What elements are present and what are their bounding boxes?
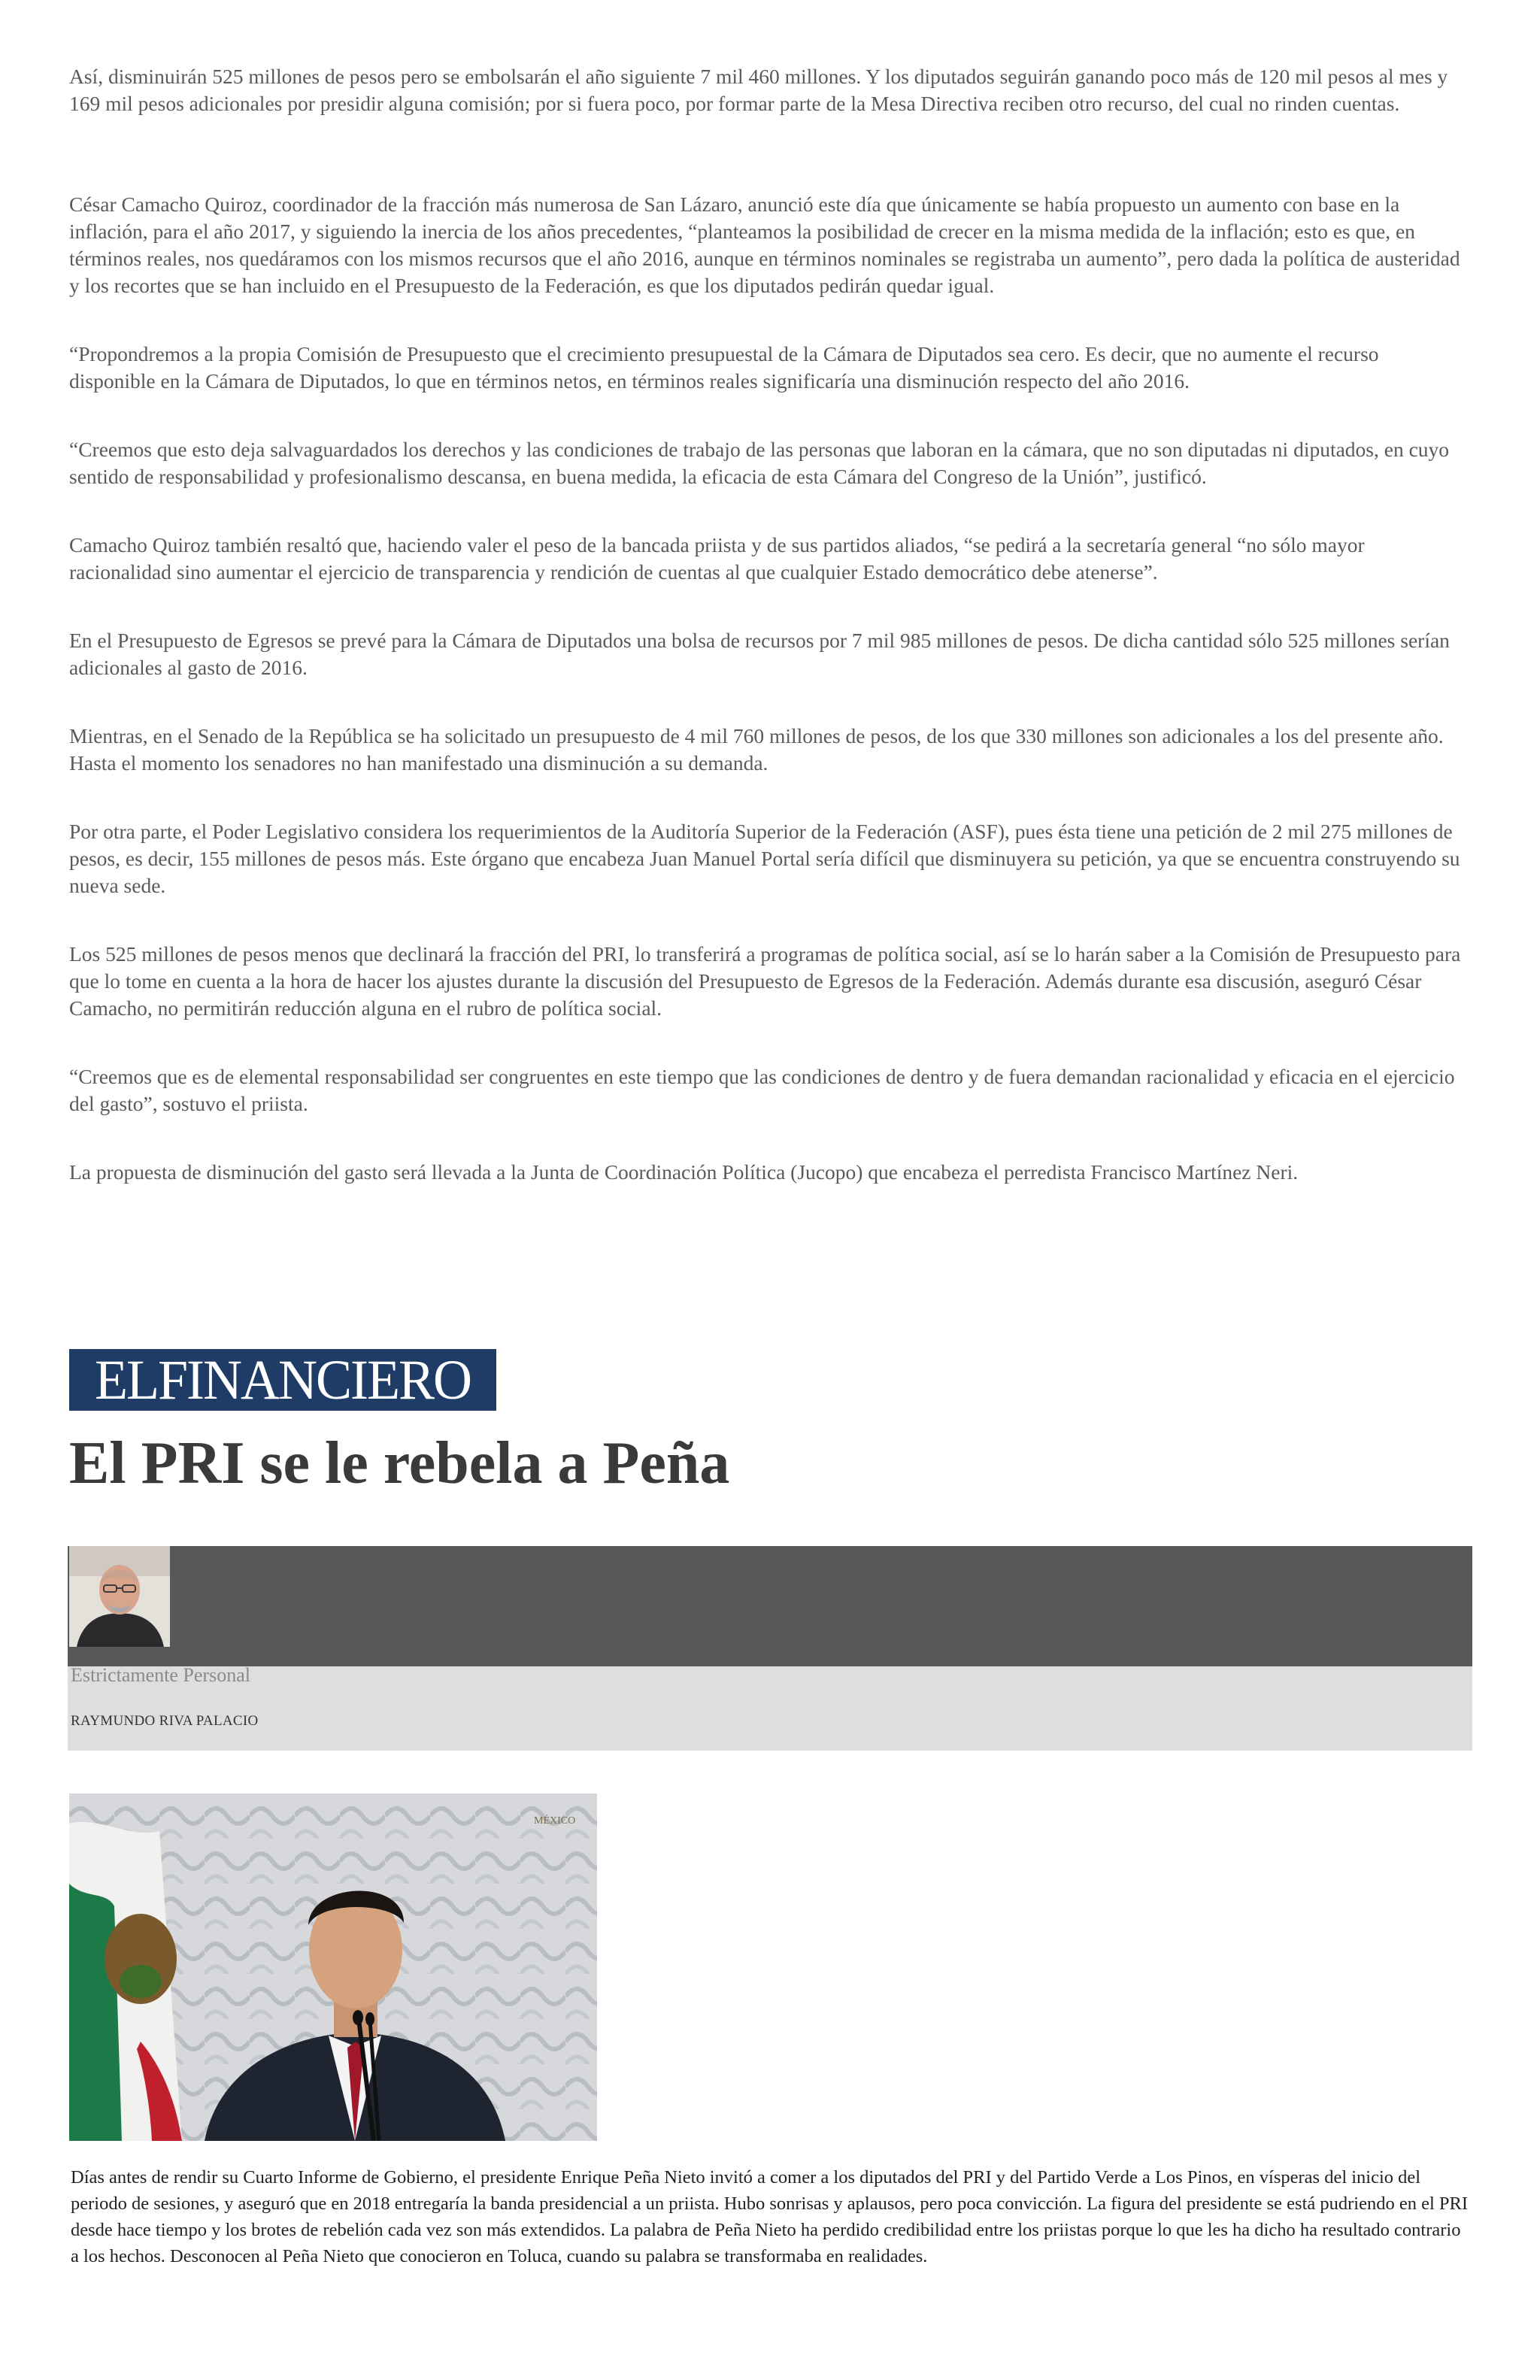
paragraph: “Propondremos a la propia Comisión de Presupuesto que el crecimiento presupuestal de la Cámara de Diputados sea cero. Es decir, que no aumente el recurso disponible en la Cámara de Diputados, lo que en términos netos, en términos reales significaría una disminución respecto del año 2016. [69, 342, 1379, 393]
headline: El PRI se le rebela a Peña [69, 1430, 730, 1496]
paragraph: Así, disminuirán 525 millones de pesos pero se embolsarán el año siguiente 7 mil 460 millones. Y los diputados seguirán ganando poco más de 120 mil pesos al mes y 169 mil pesos adicionales por presidir alguna comisión; por si fuera poco, por formar parte de la Mesa Directiva reciben otro recurso, del cual no rinden cuentas. [69, 65, 1448, 115]
author-portrait-icon [69, 1546, 170, 1647]
watermark-text: MÉXICO [534, 1815, 576, 1827]
article-body [69, 63, 1468, 1186]
lead-paragraph: Días antes de rendir su Cuarto Informe de Gobierno, el presidente Enrique Peña Nieto invitó a comer a los diputados del PRI y del Partido Verde a Los Pinos, en vísperas del inicio del periodo de sesiones, y aseguró que en 2018 entregaría la banda presidencial a un priista. Hubo sonrisas y aplausos, pero poca convicción. La figura del presidente se está pudriendo en el PRI desde hace tiempo y los brotes de rebelión cada vez son más extendidos. La palabra de Peña Nieto ha perdido credibilidad entre los priistas porque lo que les ha dicho ha resultado contrario a los hechos. Desconocen al Peña Nieto que conocieron en Toluca, cuando su palabra se transformaba en realidades. [71, 2167, 1469, 2266]
masthead-text: ELFINANCIERO [95, 1348, 471, 1411]
paragraph: César Camacho Quiroz, coordinador de la fracción más numerosa de San Lázaro, anunció este día que únicamente se había propuesto un aumento con base en la inflación, para el año 2017, y siguiendo la inercia de los años precedentes, “planteamos la posibilidad de crecer en la misma medida de la inflación; esto es que, en términos reales, nos quedáramos con los mismos recursos que el año 2016, aunque en términos nominales se registraba un aumento”, pero dada la política de austeridad y los recortes que se han incluido en el Presupuesto de la Federación, es que los diputados pedirán quedar igual. [69, 193, 1460, 297]
paragraph: La propuesta de disminución del gasto será llevada a la Junta de Coordinación Política (Jucopo) que encabeza el perredista Francisco Martínez Neri. [69, 1160, 1299, 1184]
paragraph: “Creemos que esto deja salvaguardados los derechos y las condiciones de trabajo de las personas que laboran en la cámara, que no son diputadas ni diputados, en cuyo sentido de responsabilidad y profesionalismo descansa, en buena medida, la eficacia de esta Cámara del Congreso de la Unión”, justificó. [69, 438, 1450, 488]
el-financiero-logo [69, 1349, 496, 1411]
paragraph: “Creemos que es de elemental responsabilidad ser congruentes en este tiempo que las condiciones de dentro y de fuera demandan racionalidad y eficacia en el ejercicio del gasto”, sostuvo el priista. [69, 1065, 1455, 1115]
column-name: Estrictamente Personal [71, 1664, 250, 1686]
paragraph: En el Presupuesto de Egresos se prevé para la Cámara de Diputados una bolsa de recursos por 7 mil 985 millones de pesos. De dicha cantidad sólo 525 millones serían adicionales al gasto de 2016. [69, 629, 1450, 679]
author-meta-panel [68, 1666, 1472, 1751]
author-name: RAYMUNDO RIVA PALACIO [71, 1713, 259, 1729]
paragraph: Los 525 millones de pesos menos que declinará la fracción del PRI, lo transferirá a programas de política social, así se lo harán saber a la Comisión de Presupuesto para que lo tome en cuenta a la hora de hacer los ajustes durante la discusión del Presupuesto de Egresos de la Federación. Además durante esa discusión, aseguró César Camacho, no permitirán reducción alguna en el rubro de política social. [69, 942, 1461, 1020]
author-avatar [69, 1546, 170, 1647]
paragraph: Mientras, en el Senado de la República se ha solicitado un presupuesto de 4 mil 760 millones de pesos, de los que 330 millones son adicionales a los del presente año. Hasta el momento los senadores no han manifestado una disminución a su demanda. [69, 724, 1444, 775]
paragraph: Por otra parte, el Poder Legislativo considera los requerimientos de la Auditoría Superior de la Federación (ASF), pues ésta tiene una petición de 2 mil 275 millones de pesos, es decir, 155 millones de pesos más. Este órgano que encabeza Juan Manuel Portal sería difícil que disminuyera su petición, ya que se encuentra construyendo su nueva sede. [69, 820, 1460, 897]
hero-photo [69, 1793, 597, 2141]
president-photo-icon [69, 1793, 597, 2141]
paragraph: Camacho Quiroz también resaltó que, haciendo valer el peso de la bancada priista y de sus partidos aliados, “se pedirá a la secretaría general “no sólo mayor racionalidad sino aumentar el ejercicio de transparencia y rendición de cuentas al que cualquier Estado democrático debe atenerse”. [69, 533, 1365, 584]
author-bar [68, 1546, 1472, 1666]
